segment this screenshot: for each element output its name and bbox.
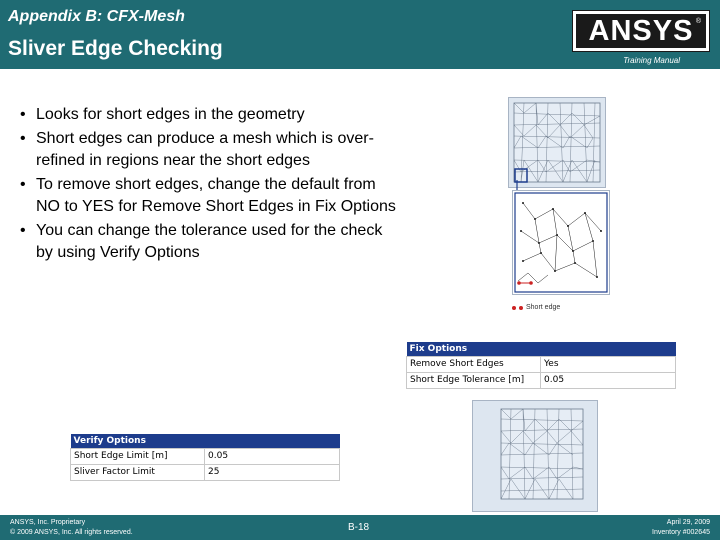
footer-meta: [652, 518, 710, 538]
footer-inventory: Inventory #002645: [652, 529, 710, 536]
bullet-text: Looks for short edges in the geometry: [36, 106, 305, 123]
logo-text: ANSYS: [588, 14, 694, 47]
bullet-text: You can change the tolerance used for the check by using Verify Options: [36, 222, 383, 261]
bullet-item: [18, 174, 398, 218]
page-number: B-18: [348, 522, 370, 533]
bullet-item: [18, 220, 398, 264]
bullet-dot: •: [20, 222, 26, 239]
mesh-result-image: [472, 400, 598, 512]
fix-options-header: Fix Options: [407, 342, 676, 356]
footer-date: April 29, 2009: [666, 519, 710, 526]
remove-short-edges-label: Remove Short Edges: [407, 356, 541, 372]
legend-marker: [519, 306, 523, 310]
registered-mark: ®: [695, 18, 701, 25]
ansys-logo: [572, 10, 710, 52]
bullet-dot: •: [20, 130, 26, 147]
table-row: [407, 372, 676, 388]
footer-rights: © 2009 ANSYS, Inc. All rights reserved.: [10, 529, 133, 536]
bullet-dot: •: [20, 176, 26, 193]
appendix-title: Appendix B: CFX-Mesh: [8, 8, 185, 25]
short-edge-legend: [512, 304, 560, 311]
remove-short-edges-value[interactable]: Yes: [541, 356, 676, 372]
training-manual-label: Training Manual: [623, 56, 680, 65]
bullet-item: [18, 104, 398, 126]
verify-options-table: [70, 434, 340, 481]
bullet-dot: •: [20, 106, 26, 123]
page-title: Sliver Edge Checking: [8, 37, 223, 60]
short-edge-tolerance-value[interactable]: 0.05: [541, 372, 676, 388]
sliver-factor-limit-value[interactable]: 25: [205, 464, 340, 480]
sliver-factor-limit-label: Sliver Factor Limit: [71, 464, 205, 480]
short-edge-tolerance-label: Short Edge Tolerance [m]: [407, 372, 541, 388]
fix-options-table: [406, 342, 676, 389]
bullet-text: To remove short edges, change the default from NO to YES for Remove Short Edges in Fix Options: [36, 176, 396, 215]
legend-label: Short edge: [526, 304, 561, 311]
bullet-list: [18, 104, 398, 266]
bullet-item: [18, 128, 398, 172]
mesh-overview-image: [508, 97, 606, 188]
short-edge-limit-value[interactable]: 0.05: [205, 448, 340, 464]
verify-options-header: Verify Options: [71, 434, 340, 448]
table-row: [407, 356, 676, 372]
table-row: [71, 448, 340, 464]
bullet-text: Short edges can produce a mesh which is over-refined in regions near the short edges: [36, 130, 374, 169]
footer-company: ANSYS, Inc. Proprietary: [10, 519, 86, 526]
footer-bar: [0, 515, 720, 540]
table-row: [71, 464, 340, 480]
mesh-overview-svg: [509, 98, 605, 187]
legend-marker: [512, 306, 516, 310]
short-edge-detail-svg: [513, 191, 609, 294]
short-edge-detail-image: [512, 190, 610, 295]
short-edge-limit-label: Short Edge Limit [m]: [71, 448, 205, 464]
mesh-result-svg: [473, 401, 597, 511]
footer-copyright: [10, 518, 133, 538]
header-bar: [0, 0, 720, 69]
